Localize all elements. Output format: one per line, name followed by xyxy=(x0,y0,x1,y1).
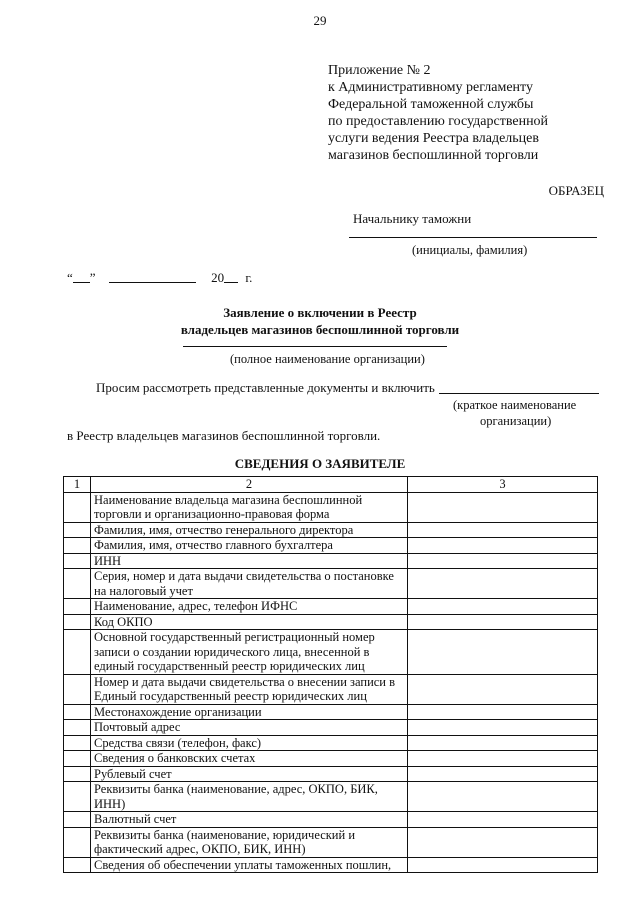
table-row xyxy=(64,751,598,767)
date-day-blank[interactable] xyxy=(73,282,90,283)
addressee-caption: (инициалы, фамилия) xyxy=(412,243,528,257)
row-value-cell[interactable] xyxy=(408,812,598,828)
row-label: Валютный счет xyxy=(91,812,408,828)
table-row xyxy=(64,630,598,675)
row-value-cell[interactable] xyxy=(408,766,598,782)
row-label: Фамилия, имя, отчество главного бухгалтера xyxy=(91,538,408,554)
table-row xyxy=(64,614,598,630)
date-line xyxy=(67,270,252,286)
appendix-block xyxy=(328,62,548,164)
row-value-cell[interactable] xyxy=(408,735,598,751)
page-number: 29 xyxy=(313,13,327,28)
row-value-cell[interactable] xyxy=(408,614,598,630)
table-row xyxy=(64,857,598,873)
row-value-cell[interactable] xyxy=(408,630,598,675)
org-short-caption-1: (краткое наименование xyxy=(453,398,577,412)
row-value-cell[interactable] xyxy=(408,569,598,599)
row-value-cell[interactable] xyxy=(408,751,598,767)
row-label: Реквизиты банка (наименование, юридический и фактический адрес, ОКПО, БИК, ИНН) xyxy=(91,827,408,857)
date-close-quote: ” xyxy=(89,270,96,285)
table-row xyxy=(64,720,598,736)
row-label: Сведения о банковских счетах xyxy=(91,751,408,767)
date-open-quote: “ xyxy=(67,270,73,285)
row-label: Наименование владельца магазина беспошлинной торговли и организационно-правовая форма xyxy=(91,492,408,522)
row-label: Наименование, адрес, телефон ИФНС xyxy=(91,599,408,615)
row-value-cell[interactable] xyxy=(408,522,598,538)
row-label: Сведения об обеспечении уплаты таможенных пошлин, xyxy=(91,857,408,873)
appendix-line: по предоставлению государственной xyxy=(328,114,549,129)
table-row xyxy=(64,782,598,812)
table-row xyxy=(64,492,598,522)
row-label: ИНН xyxy=(91,553,408,569)
addressee-name-line[interactable] xyxy=(349,237,597,238)
row-label: Серия, номер и дата выдачи свидетельства о постановке на налоговый учет xyxy=(91,569,408,599)
row-label: Почтовый адрес xyxy=(91,720,408,736)
table-header-row xyxy=(64,477,598,493)
addressee-label: Начальнику таможни xyxy=(353,211,472,226)
table-row xyxy=(64,812,598,828)
row-label: Рублевый счет xyxy=(91,766,408,782)
org-short-caption-2: организации) xyxy=(480,414,552,428)
request-continuation: в Реестр владельцев магазинов беспошлинной торговли. xyxy=(67,428,381,443)
table-row xyxy=(64,522,598,538)
row-label: Код ОКПО xyxy=(91,614,408,630)
row-value-cell[interactable] xyxy=(408,553,598,569)
title-line-2: владельцев магазинов беспошлинной торговли xyxy=(180,322,460,337)
request-text: Просим рассмотреть представленные документы и включить xyxy=(96,380,435,395)
table-row xyxy=(64,674,598,704)
document-title xyxy=(0,304,640,338)
row-value-cell[interactable] xyxy=(408,704,598,720)
row-label: Номер и дата выдачи свидетельства о внесении записи в Единый государственный реестр юридических лиц xyxy=(91,674,408,704)
appendix-line: услуги ведения Реестра владельцев xyxy=(328,131,539,146)
row-label: Средства связи (телефон, факс) xyxy=(91,735,408,751)
appendix-line: Приложение № 2 xyxy=(328,63,431,78)
table-row xyxy=(64,766,598,782)
table-row xyxy=(64,538,598,554)
row-value-cell[interactable] xyxy=(408,674,598,704)
appendix-line: магазинов беспошлинной торговли xyxy=(328,148,539,163)
table-row xyxy=(64,704,598,720)
table-header-cell: 3 xyxy=(408,477,598,493)
row-value-cell[interactable] xyxy=(408,782,598,812)
row-value-cell[interactable] xyxy=(408,599,598,615)
applicant-info-table xyxy=(63,476,598,873)
row-label: Основной государственный регистрационный номер записи о создании юридического лица, внесенной в единый государственный реестр юридических лиц xyxy=(91,630,408,675)
row-label: Местонахождение организации xyxy=(91,704,408,720)
appendix-line: к Административному регламенту xyxy=(328,80,533,95)
org-full-name-line[interactable] xyxy=(183,346,447,347)
row-value-cell[interactable] xyxy=(408,827,598,857)
date-year-prefix: 20 xyxy=(211,270,225,285)
table-row xyxy=(64,827,598,857)
appendix-line: Федеральной таможенной службы xyxy=(328,97,534,112)
org-full-caption: (полное наименование организации) xyxy=(230,352,425,366)
table-row xyxy=(64,735,598,751)
section-title: СВЕДЕНИЯ О ЗАЯВИТЕЛЕ xyxy=(234,456,406,471)
title-line-1: Заявление о включении в Реестр xyxy=(223,305,417,320)
row-value-cell[interactable] xyxy=(408,720,598,736)
date-month-blank[interactable] xyxy=(109,282,196,283)
org-short-name-line[interactable] xyxy=(439,393,599,394)
row-value-cell[interactable] xyxy=(408,492,598,522)
date-year-suffix: г. xyxy=(245,270,253,285)
table-header-cell: 2 xyxy=(91,477,408,493)
table-row xyxy=(64,553,598,569)
sample-label: ОБРАЗЕЦ xyxy=(548,183,604,198)
table-row xyxy=(64,569,598,599)
row-label: Фамилия, имя, отчество генерального директора xyxy=(91,522,408,538)
row-value-cell[interactable] xyxy=(408,857,598,873)
table-header-cell: 1 xyxy=(64,477,91,493)
row-value-cell[interactable] xyxy=(408,538,598,554)
row-label: Реквизиты банка (наименование, адрес, ОКПО, БИК, ИНН) xyxy=(91,782,408,812)
table-row xyxy=(64,599,598,615)
date-year-blank[interactable] xyxy=(224,282,238,283)
